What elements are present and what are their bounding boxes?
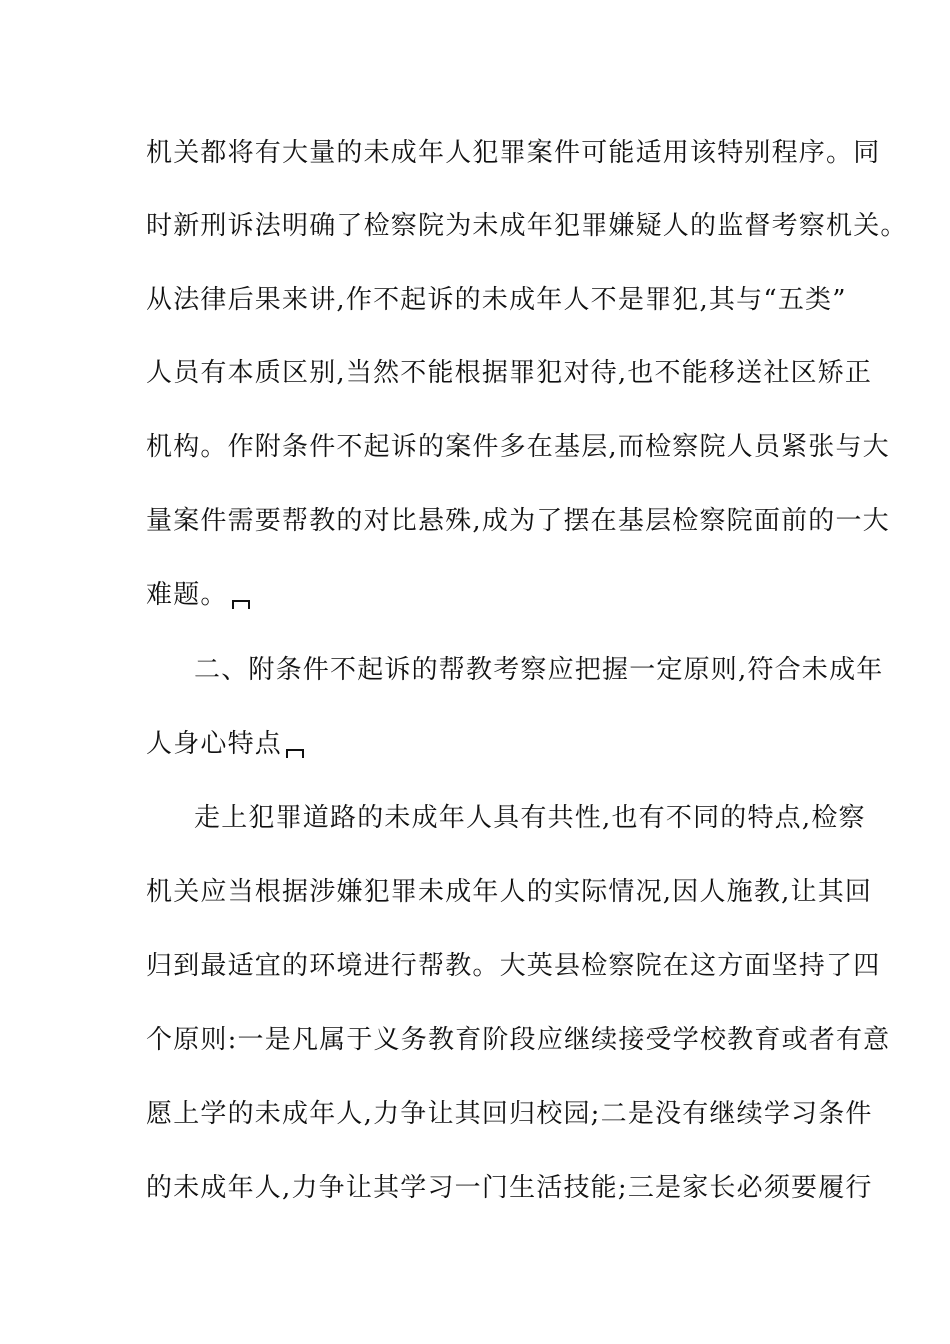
text-line: 走上犯罪道路的未成年人具有共性,也有不同的特点,检察: [194, 803, 866, 833]
text-line-with-mark: [146, 729, 811, 759]
text-line: 时新刑诉法明确了检察院为未成年犯罪嫌疑人的监督考察机关。: [146, 211, 908, 241]
text-line-with-mark: [146, 580, 811, 610]
paragraph-mark-icon: [232, 600, 250, 609]
section-heading-line: 二、附条件不起诉的帮教考察应把握一定原则,符合未成年: [194, 655, 884, 685]
text-line: 归到最适宜的环境进行帮教。大英县检察院在这方面坚持了四: [146, 951, 881, 981]
section-heading-line: 人身心特点: [146, 729, 283, 759]
text-line: 从法律后果来讲,作不起诉的未成年人不是罪犯,其与“五类”: [146, 285, 847, 315]
text-line: 的未成年人,力争让其学习一门生活技能;三是家长必须要履行: [146, 1173, 873, 1203]
text-line: 难题。: [146, 580, 228, 610]
text-line: 机构。作附条件不起诉的案件多在基层,而检察院人员紧张与大: [146, 432, 890, 462]
text-line: 愿上学的未成年人,力争让其回归校园;二是没有继续学习条件: [146, 1099, 873, 1129]
paragraph-mark-icon: [286, 749, 304, 758]
text-line: 个原则:一是凡属于义务教育阶段应继续接受学校教育或者有意: [146, 1025, 891, 1055]
text-line: 机关都将有大量的未成年人犯罪案件可能适用该特别程序。同: [146, 138, 881, 168]
text-line: 机关应当根据涉嫌犯罪未成年人的实际情况,因人施教,让其回: [146, 877, 873, 907]
text-line: 人员有本质区别,当然不能根据罪犯对待,也不能移送社区矫正: [146, 358, 873, 388]
text-line: 量案件需要帮教的对比悬殊,成为了摆在基层检察院面前的一大: [146, 506, 890, 536]
